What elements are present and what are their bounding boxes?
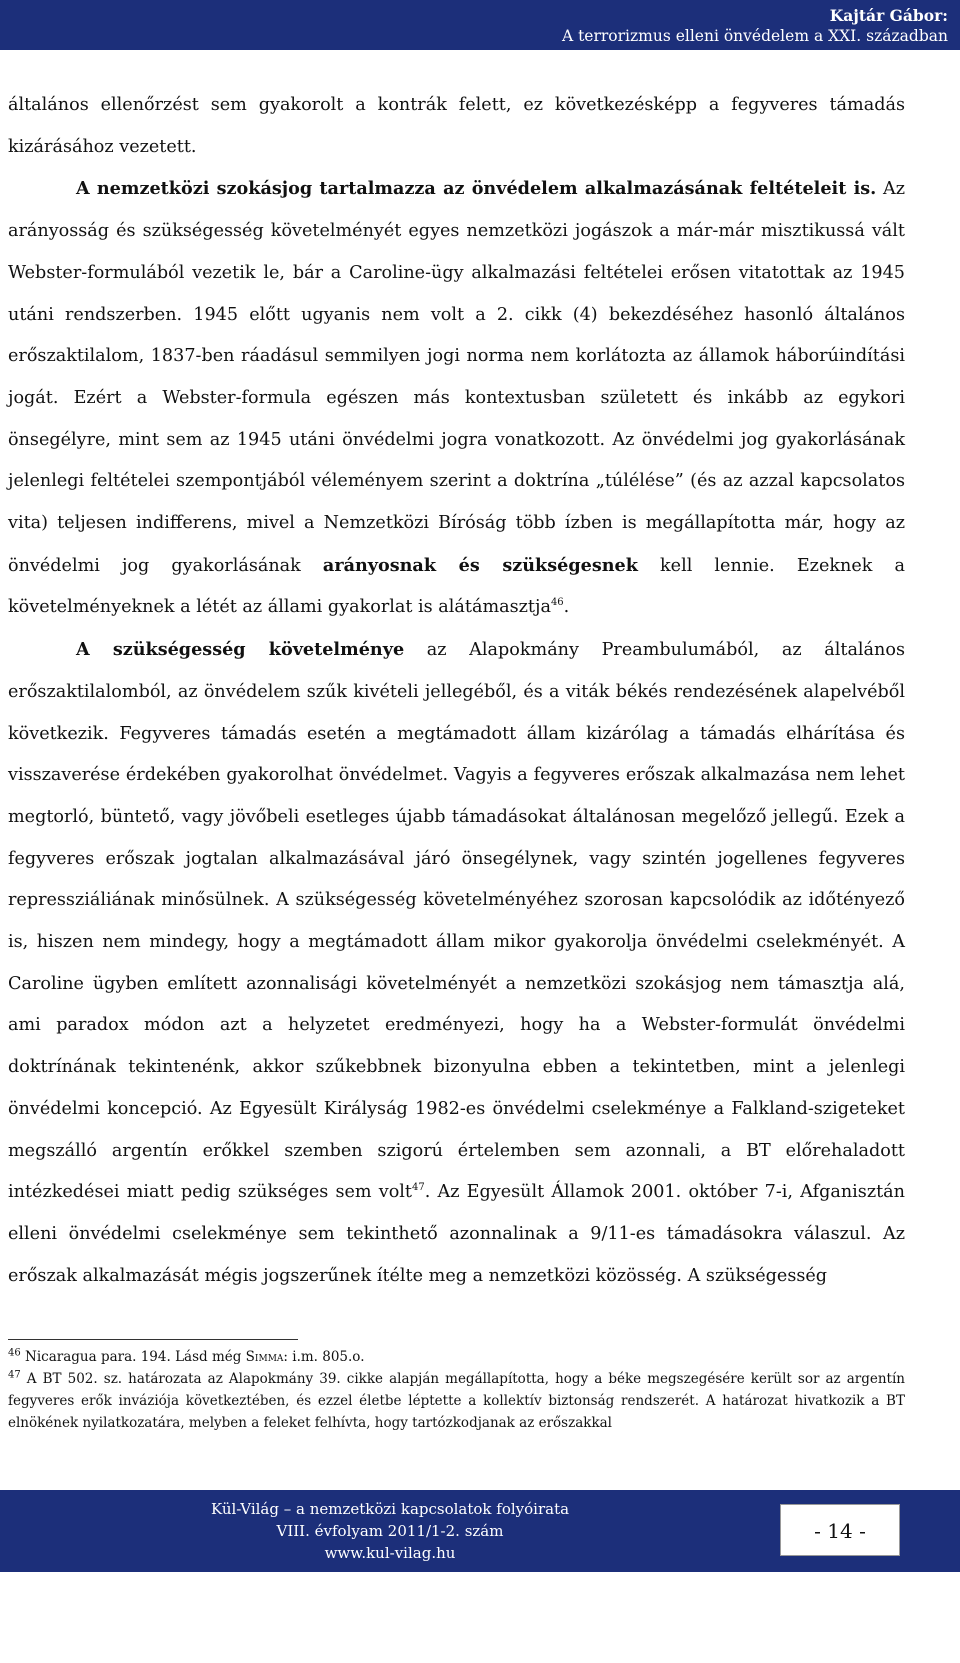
footnote-ref-47[interactable]: 47	[411, 1182, 425, 1194]
header-title: A terrorizmus elleni önvédelem a XXI. században	[561, 27, 948, 45]
bold-lead: A nemzetközi szokásjog tartalmazza az önvédelem alkalmazásának feltételeit is.	[76, 178, 877, 200]
journal-name: Kül-Világ – a nemzetközi kapcsolatok folyóirata	[210, 1500, 570, 1518]
header-author: Kajtár Gábor:	[829, 6, 948, 25]
paragraph-3: A szükségesség követelménye az Alapokmány Preambulumából, az általános erőszaktilalomból, az önvédelem szűk kivételi jellegéből, és a viták békés rendezésének alapelvéből következik. Fegyveres támadás esetén a megtámadott állam kizárólag a támadás elhárítása és visszaverése érdekében gyakorolhat önvédelmet. Vagyis a fegyveres erőszak alkalmazása nem lehet megtorló, büntető, vagy jövőbeli esetleges újabb támadásokat általánosan megelőző jellegű. Ezek a fegyveres erőszak jogtalan alkalmazásával járó önsegélynek, vagy szintén jogellenes fegyveres repressziáliának minősülnek. A szükségesség követelményéhez szorosan kapcsolódik az időtényező is, hiszen nem mindegy, hogy a megtámadott állam mikor gyakorolja önvédelmi cselekményét. A Caroline ügyben említett azonnalisági követelményét a nemzetközi szokásjog nem támasztja alá, ami paradox módon azt a helyzetet eredményezi, hogy ha a Webster-formulát önvédelmi doktrínának tekintenénk, akkor szűkebbnek bizonyulna ebben a tekintetben, mint a jelenlegi önvédelmi koncepció. Az Egyesült Királyság 1982-es önvédelmi cselekménye a Falkland-szigeteket megszálló argentín erőkkel szemben szigorú értelemben sem azonnali, a BT előrehaladott intézkedései miatt pedig szükséges sem volt$^{47}$. Az Egyesült Államok 2001. október 7-i, Afganisztán elleni önvédelmi cselekménye sem tekinthető azonnalinak a 9/11-es támadásokra válaszul. Az erőszak alkalmazását mégis jogszerűnek ítélte meg a nemzetközi közösség. A szükségesség	[8, 639, 905, 1286]
footnote-divider	[8, 1339, 298, 1340]
footer-info	[0, 1498, 780, 1564]
article-body	[8, 85, 905, 1297]
bold-lead: A szükségesség követelménye	[76, 639, 405, 661]
running-footer	[0, 1490, 960, 1572]
footnote-46: $^{46}$ Nicaragua para. 194. Lásd még Simma: i.m. 805.o.	[8, 1347, 365, 1365]
journal-url[interactable]: www.kul-vilag.hu	[324, 1544, 456, 1562]
paragraph-1: általános ellenőrzést sem gyakorolt a kontrák felett, ez következésképp a fegyveres támadás kizárásához vezetett.	[8, 95, 905, 157]
bold-phrase: arányosnak és szükségesnek	[322, 554, 638, 576]
running-header	[0, 0, 960, 50]
footnote-ref-46[interactable]: 46	[550, 597, 564, 609]
footnote-47: $^{47}$ A BT 502. sz. határozata az Alapokmány 39. cikke alapján megállapította, hogy a béke megszegésére került sor az argentín fegyveres erők inváziója következtében, és ezzel életbe léptette a kollektív biztonság rendszerét. A határozat hivatkozik a BT elnökének nyilatkozatára, melyben a feleket felhívta, hogy tartózkodjanak az erőszakkal	[8, 1369, 905, 1431]
paragraph-2: A nemzetközi szokásjog tartalmazza az önvédelem alkalmazásának feltételeit is. Az arányosság és szükségesség követelményét egyes nemzetközi jogászok a már-már misztikussá vált Webster-formulából vezetik le, bár a Caroline-ügy alkalmazási feltételei erősen vitatottak az 1945 utáni rendszerben. 1945 előtt ugyanis nem volt a 2. cikk (4) bekezdéséhez hasonló általános erőszaktilalom, 1837-ben ráadásul semmilyen jogi norma nem korlátozta az államok háborúindítási jogát. Ezért a Webster-formula egészen más kontextusban született és inkább az egykori önsegélyre, mint sem az 1945 utáni önvédelmi jogra vonatkozott. Az önvédelmi jog gyakorlásának jelenlegi feltételei szempontjából véleményem szerint a doktrína „túlélése” (és az azzal kapcsolatos vita) teljesen indifferens, mivel a Nemzetközi Bíróság több ízben is megállapította már, hogy az önvédelmi jog gyakorlásának arányosnak és szükségesnek kell lennie. Ezeknek a követelményeknek a létét az állami gyakorlat is alátámasztja$^{46}$.	[8, 178, 905, 618]
page-number: - 14 -	[780, 1504, 900, 1556]
issue-info: VIII. évfolyam 2011/1-2. szám	[276, 1522, 504, 1540]
footnotes	[8, 1346, 905, 1434]
